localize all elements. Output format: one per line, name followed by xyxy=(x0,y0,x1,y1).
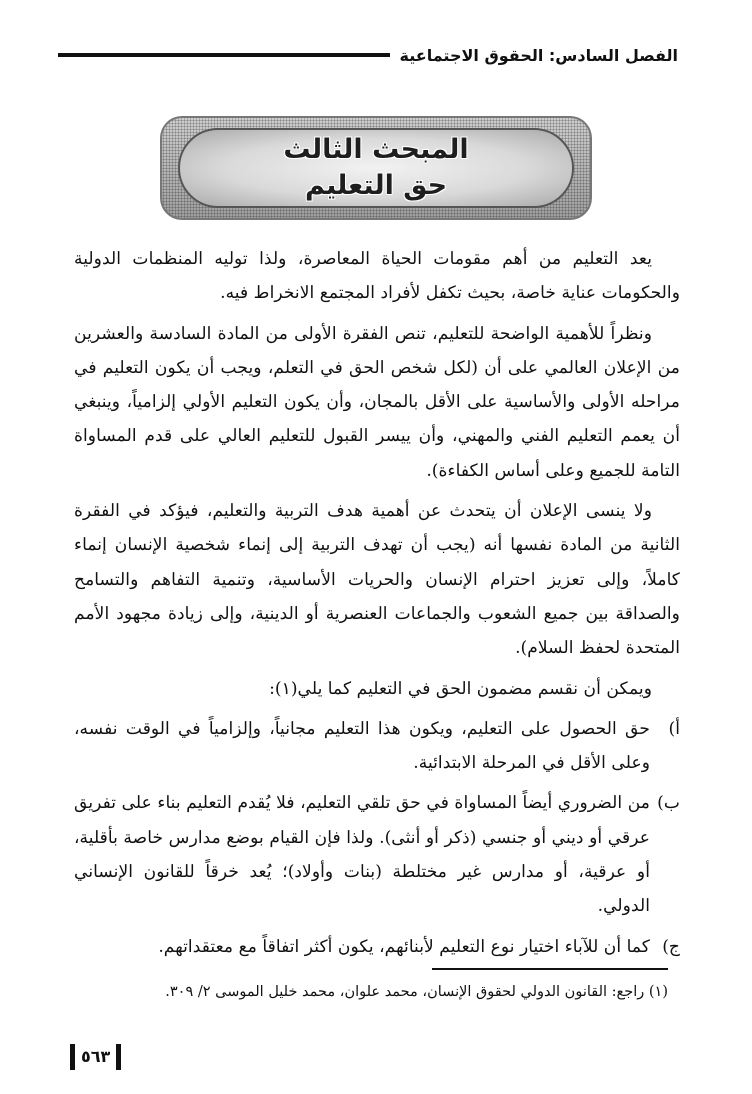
list-item-text: من الضروري أيضاً المساواة في حق تلقي التعليم، فلا يُقدم التعليم بناء على تفريق عرقي أو ديني أو جنسي (ذكر أو أنثى). ولذا فإن القيام بوضع مدارس خاصة بأقلية، أو عرقية، أو مدارس غير مختلطة (بنات وأولاد)؛ يُعد خرقاً للقانون الإنساني الدولي. xyxy=(74,793,650,917)
section-banner xyxy=(160,116,592,220)
list-item-text: كما أن للآباء اختيار نوع التعليم لأبنائهم، يكون أكثر اتفاقاً مع معتقداتهم. xyxy=(158,936,650,957)
list-item xyxy=(74,712,680,781)
paragraph: ونظراً للأهمية الواضحة للتعليم، تنص الفقرة الأولى من المادة السادسة والعشرين من الإعلان العالمي على أن (لكل شخص الحق في التعلم، ويجب أن يكون التعليم في مراحله الأولى والأساسية على الأقل بالمجان، وأن يكون التعليم الأولي إلزامياً، وينبغي أن يعمم التعليم الفني والمهني، وأن ييسر القبول للتعليم العالي على قدم المساواة التامة للجميع وعلى أساس الكفاءة). xyxy=(74,323,680,481)
paragraph: ولا ينسى الإعلان أن يتحدث عن أهمية هدف التربية والتعليم، فيؤكد في الفقرة الثانية من المادة نفسها أنه (يجب أن تهدف التربية إلى إنماء شخصية الإنسان إنماء كاملاً، وإلى تعزيز احترام الإنسان والحريات الأساسية، وتنمية التفاهم والتسامح والصداقة بين جميع الشعوب والجماعات العنصرية أو الدينية، وإلى زيادة مجهود الأمم المتحدة لحفظ السلام). xyxy=(74,501,680,659)
footnote: (١) راجع: القانون الدولي لحقوق الإنسان، محمد علوان، محمد خليل الموسى ٢/ ٣٠٩. xyxy=(165,984,668,1000)
list-item-letter: ب) xyxy=(657,793,680,814)
footnote-rule xyxy=(432,968,668,970)
section-label: المبحث الثالث xyxy=(283,134,469,165)
section-title: حق التعليم xyxy=(304,170,448,201)
paragraph: ويمكن أن نقسم مضمون الحق في التعليم كما يلي(١): xyxy=(269,678,652,699)
header-rule xyxy=(58,53,390,57)
page-number: ٥٦٣ xyxy=(70,1044,121,1070)
list-item xyxy=(74,786,680,923)
body-text xyxy=(74,242,680,964)
section-banner-plate xyxy=(178,128,574,208)
list-item-text: حق الحصول على التعليم، ويكون هذا التعليم مجانياً، وإلزامياً في الوقت نفسه، وعلى الأقل في المرحلة الابتدائية. xyxy=(74,718,650,774)
chapter-title: الفصل السادس: الحقوق الاجتماعية xyxy=(399,45,678,65)
paragraph: يعد التعليم من أهم مقومات الحياة المعاصرة، ولذا توليه المنظمات الدولية والحكومات عناية خاصة، بحيث تكفل لأفراد المجتمع الانخراط فيه. xyxy=(74,249,680,304)
list-item-letter: ج) xyxy=(662,936,680,957)
list-item-letter: أ) xyxy=(668,718,680,739)
running-header xyxy=(58,38,678,72)
list-item xyxy=(74,930,680,964)
